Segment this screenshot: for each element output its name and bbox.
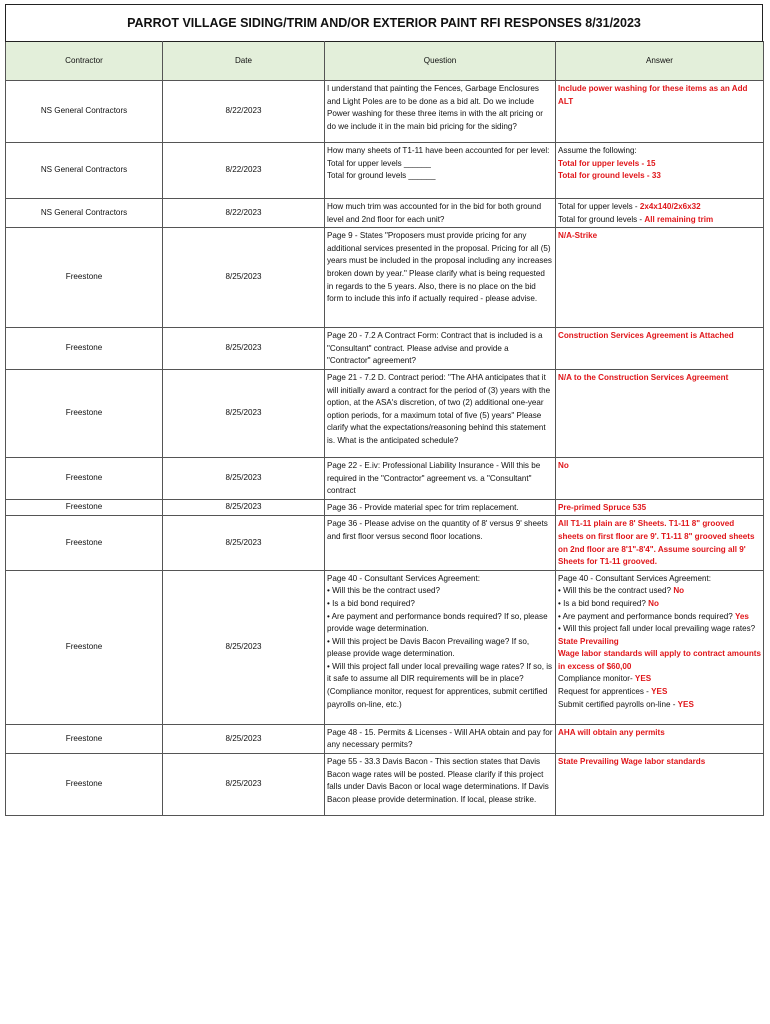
table-row xyxy=(6,570,764,724)
answer-cell xyxy=(556,369,764,457)
contractor-cell: Freestone xyxy=(6,457,163,499)
date-cell: 8/22/2023 xyxy=(163,81,325,143)
table-row xyxy=(6,516,764,570)
date-cell: 8/25/2023 xyxy=(163,328,325,370)
question-line: • Is a bid bond required? xyxy=(327,598,415,608)
question-line: Page 36 - Please advise on the quantity of 8' versus 9' sheets and first floor versus second floor locations. xyxy=(327,519,551,541)
question-line: How many sheets of T1-11 have been accounted for per level: xyxy=(327,146,550,155)
answer-cell xyxy=(556,143,764,199)
answer-text: Total for upper levels - xyxy=(558,202,640,211)
answer-text: Total for ground levels - 33 xyxy=(558,171,661,181)
question-line: • Are payment and performance bonds required? If so, please provide wage determination. xyxy=(327,611,550,634)
contractor-cell: NS General Contractors xyxy=(6,81,163,143)
table-row xyxy=(6,369,764,457)
answer-response: State Prevailing xyxy=(558,636,619,646)
answer-line xyxy=(558,686,761,699)
header-date: Date xyxy=(163,42,325,81)
date-cell: 8/25/2023 xyxy=(163,724,325,753)
answer-text: N/A to the Construction Services Agreement xyxy=(558,372,729,382)
answer-text: Wage labor standards will apply to contract amounts in excess of $60,00 xyxy=(558,649,764,671)
answer-line xyxy=(558,518,761,568)
question-line: • Will this be the contract used? xyxy=(327,586,441,596)
question-cell xyxy=(325,724,556,753)
answer-response: No xyxy=(648,598,659,608)
answer-cell xyxy=(556,457,764,499)
answer-text: No xyxy=(558,460,569,470)
contractor-cell: Freestone xyxy=(6,724,163,753)
answer-line xyxy=(558,170,761,183)
answer-text: Page 40 - Consultant Services Agreement: xyxy=(558,573,711,583)
question-line: Page 48 - 15. Permits & Licenses - Will AHA obtain and pay for any necessary permits? xyxy=(327,727,555,750)
table-row xyxy=(6,228,764,328)
answer-text: Total for ground levels - xyxy=(558,214,645,224)
date-cell: 8/22/2023 xyxy=(163,143,325,199)
answer-response: YES xyxy=(634,674,652,684)
answer-text: N/A-Strike xyxy=(558,231,598,241)
question-cell xyxy=(325,228,556,328)
date-cell: 8/25/2023 xyxy=(163,228,325,328)
answer-line xyxy=(558,611,761,624)
answer-line xyxy=(558,502,761,515)
answer-line xyxy=(558,573,761,586)
question-cell xyxy=(325,369,556,457)
answer-cell xyxy=(556,570,764,724)
rfi-table xyxy=(5,41,764,816)
answer-line xyxy=(558,585,761,598)
answer-text: • Will this be the contract used? xyxy=(558,586,674,596)
date-cell: 8/25/2023 xyxy=(163,369,325,457)
header-row xyxy=(6,42,764,81)
question-line: How much trim was accounted for in the bid for both ground level and 2nd floor for each unit? xyxy=(327,202,544,224)
answer-response: No xyxy=(673,586,685,596)
answer-text: All T1-11 plain are 8' Sheets. T1-11 8" grooved sheets on first floor are 9'. T1-11 8" grooved sheets on 2nd floor are 8'1"-8'4". Assume sourcing all 9' Sheets for T1-11 grooved. xyxy=(558,519,757,567)
answer-text: • Are payment and performance bonds required? xyxy=(558,611,735,621)
answer-text: Total for upper levels - 15 xyxy=(558,158,656,168)
question-line: Page 22 - E.iv: Professional Liability Insurance - Will this be required in the "Contractor" agreement vs. a "Consultant" contract xyxy=(327,460,543,496)
answer-text: State Prevailing Wage labor standards xyxy=(558,756,706,766)
question-line: Page 55 - 33.3 Davis Bacon - This section states that Davis Bacon wage rates will be posted. Please clarify if this project falls under Davis Bacon or local wage determinations. If Davis Bacon please provide determination. If local, please strike. xyxy=(327,756,552,804)
header-contractor: Contractor xyxy=(6,42,163,81)
answer-response: YES xyxy=(677,699,694,709)
answer-line xyxy=(558,598,761,611)
question-cell xyxy=(325,143,556,199)
answer-text: Pre-primed Spruce 535 xyxy=(558,502,647,512)
answer-line xyxy=(558,83,761,108)
contractor-cell: Freestone xyxy=(6,753,163,815)
answer-text: • Is a bid bond required? xyxy=(558,598,649,608)
answer-line xyxy=(558,623,761,648)
contractor-cell: Freestone xyxy=(6,328,163,370)
answer-line xyxy=(558,460,761,473)
contractor-cell: Freestone xyxy=(6,570,163,724)
answer-text: Construction Services Agreement is Attached xyxy=(558,331,734,341)
answer-text: Compliance monitor- xyxy=(558,674,635,684)
question-cell xyxy=(325,499,556,516)
question-cell xyxy=(325,328,556,370)
question-line: Total for ground levels ______ xyxy=(327,171,436,181)
question-line: • Will this project be Davis Bacon Prevailing wage? If so, please provide wage determination. xyxy=(327,636,532,659)
contractor-cell: NS General Contractors xyxy=(6,199,163,228)
answer-cell xyxy=(556,228,764,328)
answer-text: Submit certified payrolls on-line - xyxy=(558,699,678,709)
question-cell xyxy=(325,199,556,228)
rfi-sheet xyxy=(5,4,763,816)
header-answer: Answer xyxy=(556,42,764,81)
answer-cell xyxy=(556,199,764,228)
question-line: I understand that painting the Fences, Garbage Enclosures and Light Poles are to be done as a bid alt. Do we include Power washing for these three items in with the alt pricing or do we include it in the main bid pricing for the siding? xyxy=(327,84,546,131)
answer-line xyxy=(558,727,761,740)
answer-cell xyxy=(556,724,764,753)
answer-line xyxy=(558,372,761,385)
table-row xyxy=(6,724,764,753)
table-row xyxy=(6,328,764,370)
question-line: Page 20 - 7.2 A Contract Form: Contract that is included is a "Consultant" contract. Please advise and provide a "Contractor" agreement? xyxy=(327,331,545,366)
table-row xyxy=(6,199,764,228)
answer-cell xyxy=(556,499,764,516)
question-line: Page 21 - 7.2 D. Contract period: "The AHA anticipates that it will initially award a contract for the period of (3) years with the option, at the ASA's discretion, of two (2) additional one-year option periods, for a maximum total of five (5) years" Please clarify what the expectations/reasoning behind this statement is. What is the anticipated schedule? xyxy=(327,372,553,445)
question-line: • Will this project fall under local prevailing wage rates? If so, is it safe to assume all DIR requirements will be in place? (Compliance monitor, request for apprentices, submit certified payrolls on-line, etc.) xyxy=(327,661,555,709)
question-cell xyxy=(325,81,556,143)
answer-text: AHA will obtain any permits xyxy=(558,727,665,737)
table-row xyxy=(6,143,764,199)
question-line: Page 9 - States "Proposers must provide pricing for any additional services presented in the proposal. Pricing for all (5) years must be included in the proposal including any increases broken down by year." Please clarify what is being requested in regards to the 5 years. Also, there is no place on the bid form to include this info if actually required - please advise. xyxy=(327,231,555,304)
answer-line xyxy=(558,145,761,158)
answer-line xyxy=(558,673,761,686)
answer-response: YES xyxy=(651,687,668,697)
contractor-cell: Freestone xyxy=(6,369,163,457)
table-row xyxy=(6,81,764,143)
question-line: Page 36 - Provide material spec for trim replacement. xyxy=(327,502,519,512)
date-cell: 8/25/2023 xyxy=(163,753,325,815)
contractor-cell: Freestone xyxy=(6,499,163,516)
answer-response: 2x4x140/2x6x32 xyxy=(639,202,701,211)
contractor-cell: Freestone xyxy=(6,228,163,328)
answer-response: Yes xyxy=(734,611,749,621)
header-question: Question xyxy=(325,42,556,81)
answer-line xyxy=(558,756,761,769)
sheet-title: PARROT VILLAGE SIDING/TRIM AND/OR EXTERIOR PAINT RFI RESPONSES 8/31/2023 xyxy=(5,4,763,41)
answer-line xyxy=(558,230,761,243)
answer-line xyxy=(558,214,761,227)
question-cell xyxy=(325,457,556,499)
answer-cell xyxy=(556,328,764,370)
answer-cell xyxy=(556,516,764,570)
answer-line xyxy=(558,158,761,171)
question-cell xyxy=(325,570,556,724)
table-row xyxy=(6,457,764,499)
contractor-cell: Freestone xyxy=(6,516,163,570)
answer-response: All remaining trim xyxy=(644,214,714,224)
question-cell xyxy=(325,753,556,815)
answer-line xyxy=(558,330,761,343)
table-row xyxy=(6,753,764,815)
answer-line xyxy=(558,648,764,673)
answer-text: Include power washing for these items as an Add ALT xyxy=(558,84,750,106)
date-cell: 8/22/2023 xyxy=(163,199,325,228)
answer-text: Assume the following: xyxy=(558,146,637,155)
answer-text: • Will this project fall under local prevailing wage rates? xyxy=(558,624,756,634)
contractor-cell: NS General Contractors xyxy=(6,143,163,199)
date-cell: 8/25/2023 xyxy=(163,499,325,516)
answer-text: Request for apprentices - xyxy=(558,687,652,697)
date-cell: 8/25/2023 xyxy=(163,516,325,570)
date-cell: 8/25/2023 xyxy=(163,457,325,499)
question-line: Total for upper levels ______ xyxy=(327,158,431,168)
question-cell xyxy=(325,516,556,570)
answer-line xyxy=(558,201,761,214)
answer-cell xyxy=(556,753,764,815)
table-row xyxy=(6,499,764,516)
date-cell: 8/25/2023 xyxy=(163,570,325,724)
question-line: Page 40 - Consultant Services Agreement: xyxy=(327,573,480,583)
answer-line xyxy=(558,699,761,712)
answer-cell xyxy=(556,81,764,143)
